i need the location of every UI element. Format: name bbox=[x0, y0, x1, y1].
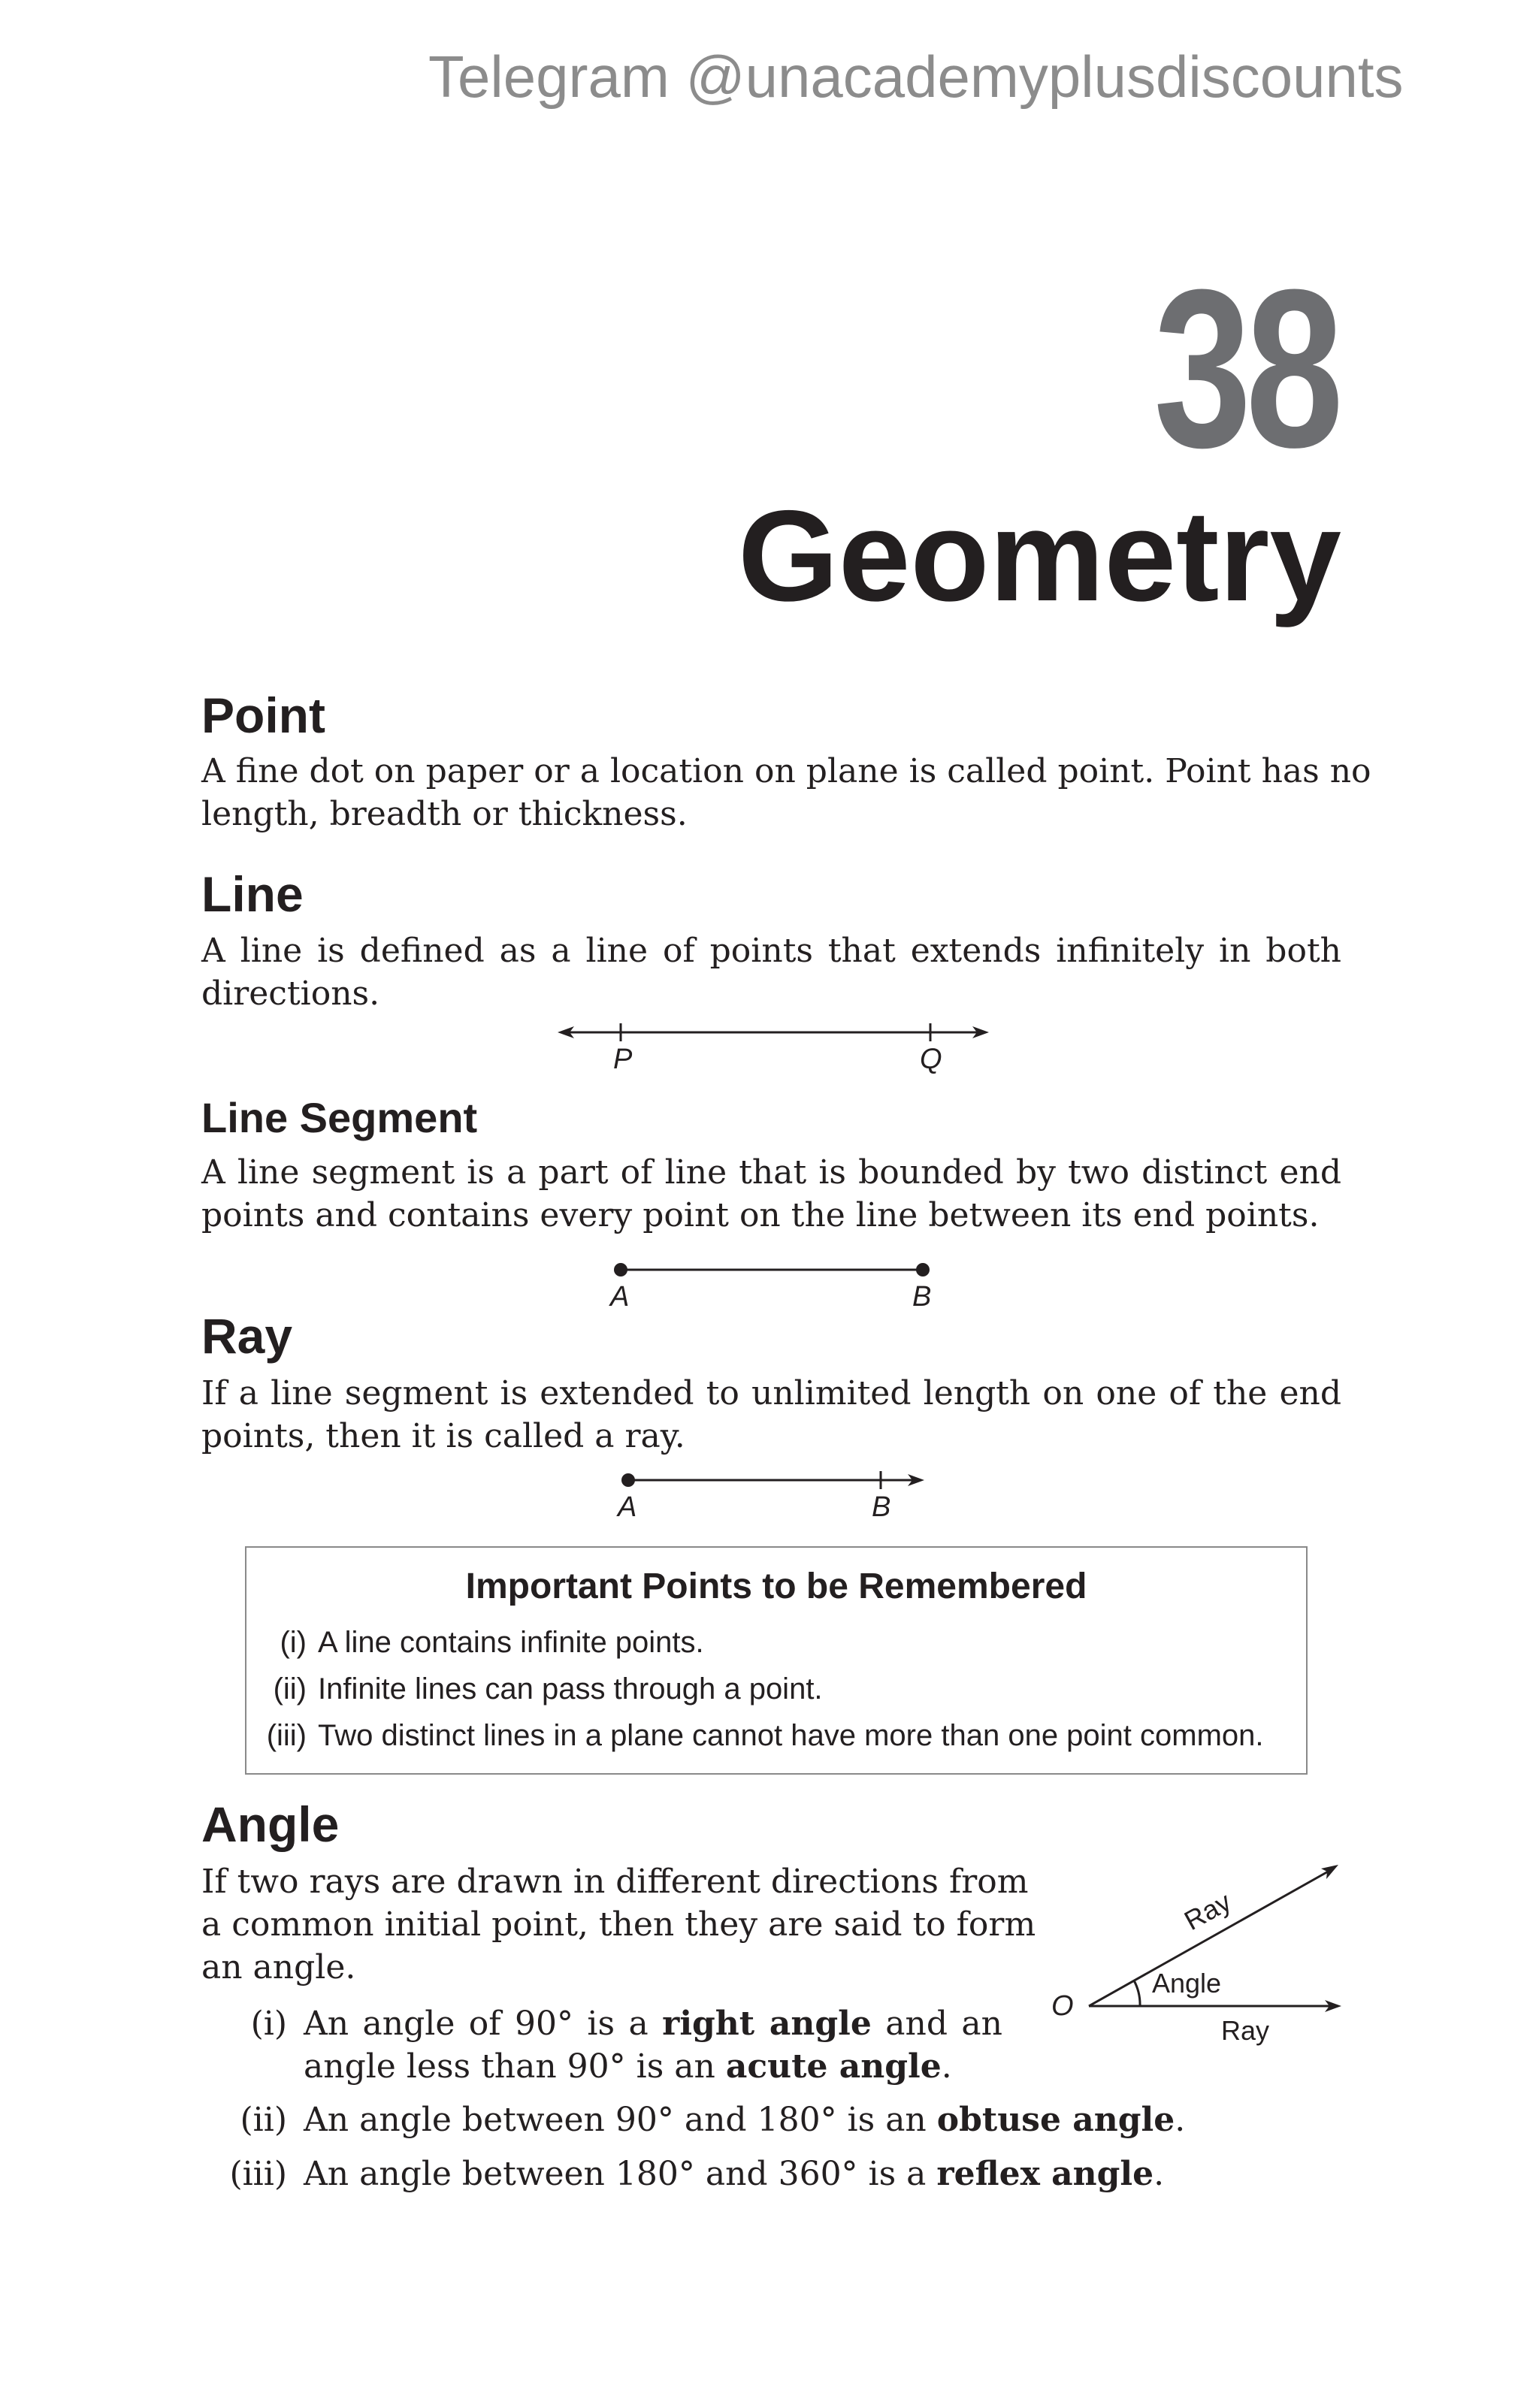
text-run: angle less than 90° is an bbox=[304, 2047, 726, 2086]
box-title: Important Points to be Remembered bbox=[465, 1567, 1087, 1606]
text-run: . bbox=[1153, 2155, 1165, 2193]
line-figure bbox=[556, 1014, 992, 1074]
label-ray-upper: Ray bbox=[1179, 1886, 1236, 1936]
label-a: A bbox=[610, 1281, 630, 1313]
paragraph-line bbox=[201, 929, 1341, 1015]
paragraph-angle bbox=[201, 1860, 1036, 1989]
paragraph-line: A fine dot on paper or a location on plane is called point. Point has no bbox=[201, 752, 1371, 790]
label-a: A bbox=[618, 1491, 637, 1523]
box-item-text: Infinite lines can pass through a point. bbox=[318, 1672, 823, 1706]
text-run: and an bbox=[871, 2005, 1003, 2043]
bold-term: reflex angle bbox=[936, 2155, 1154, 2193]
watermark-text: Telegram @unacademyplusdiscounts bbox=[428, 44, 1404, 110]
list-number: (ii) bbox=[240, 2101, 287, 2139]
paragraph-line: points, then it is called a ray. bbox=[201, 1417, 685, 1455]
chapter-title: Geometry bbox=[738, 484, 1341, 628]
angle-figure bbox=[1041, 1848, 1356, 2059]
heading-ray: Ray bbox=[201, 1308, 293, 1364]
list-number: (iii) bbox=[229, 2155, 287, 2193]
heading-line: Line bbox=[201, 866, 304, 922]
label-q: Q bbox=[920, 1044, 942, 1074]
paragraph-line: a common initial point, then they are said to form bbox=[201, 1905, 1036, 1944]
box-item-number: (iii) bbox=[266, 1719, 307, 1752]
chapter-number: 38 bbox=[1153, 242, 1338, 494]
list-text-line bbox=[304, 2002, 1002, 2045]
ray-figure bbox=[609, 1465, 932, 1525]
paragraph-line-segment bbox=[201, 1151, 1341, 1237]
paragraph-line: If a line segment is extended to unlimited length on one of the end bbox=[201, 1374, 1341, 1412]
endpoint-b bbox=[916, 1263, 930, 1277]
label-ray-lower: Ray bbox=[1221, 2015, 1270, 2046]
angle-list-item bbox=[197, 2098, 1324, 2144]
list-number: (i) bbox=[250, 2005, 287, 2043]
label-angle: Angle bbox=[1152, 1968, 1222, 1999]
label-p: P bbox=[613, 1044, 633, 1074]
text-run: . bbox=[1175, 2101, 1186, 2139]
important-points-box bbox=[245, 1546, 1308, 1775]
heading-angle: Angle bbox=[201, 1796, 340, 1852]
text-run: An angle of 90° is a bbox=[304, 2005, 663, 2043]
bold-term: acute angle bbox=[725, 2047, 942, 2086]
box-item-number: (i) bbox=[280, 1626, 307, 1659]
box-item-text: A line contains infinite points. bbox=[318, 1626, 704, 1659]
list-text-line bbox=[304, 2045, 952, 2088]
text-run: An angle between 180° and 360° is a bbox=[304, 2155, 937, 2193]
box-item-text: Two distinct lines in a plane cannot have more than one point common. bbox=[318, 1719, 1264, 1752]
paragraph-point bbox=[201, 750, 1371, 835]
endpoint-a bbox=[614, 1263, 627, 1277]
paragraph-line: an angle. bbox=[201, 1948, 356, 1987]
text-run: An angle between 90° and 180° is an bbox=[304, 2101, 937, 2139]
bold-term: right angle bbox=[662, 2005, 872, 2043]
list-text-line bbox=[304, 2098, 1185, 2141]
text-run: . bbox=[941, 2047, 952, 2086]
angle-list-item bbox=[197, 2153, 1324, 2198]
paragraph-line: A line is defined as a line of points that extends infinitely in both bbox=[201, 932, 1341, 970]
box-item-number: (ii) bbox=[273, 1672, 307, 1706]
heading-line-segment: Line Segment bbox=[201, 1094, 478, 1141]
paragraph-ray bbox=[201, 1372, 1341, 1458]
upper-ray-arrowhead bbox=[1321, 1865, 1338, 1879]
label-o: O bbox=[1051, 1990, 1074, 2022]
paragraph-line: length, breadth or thickness. bbox=[201, 795, 688, 833]
angle-list-item bbox=[197, 2002, 1023, 2092]
paragraph-line: A line segment is a part of line that is bounded by two distinct end bbox=[201, 1153, 1341, 1192]
line-segment-figure bbox=[601, 1255, 947, 1315]
angle-arc bbox=[1134, 1980, 1140, 2006]
paragraph-line: directions. bbox=[201, 974, 380, 1013]
endpoint-a bbox=[621, 1473, 635, 1487]
paragraph-line: points and contains every point on the line between its end points. bbox=[201, 1196, 1320, 1234]
paragraph-line: If two rays are drawn in different directions from bbox=[201, 1863, 1029, 1901]
list-text-line bbox=[304, 2153, 1164, 2195]
heading-point: Point bbox=[201, 687, 325, 743]
label-b: B bbox=[912, 1281, 932, 1313]
label-b: B bbox=[872, 1491, 891, 1523]
bold-term: obtuse angle bbox=[936, 2101, 1175, 2139]
